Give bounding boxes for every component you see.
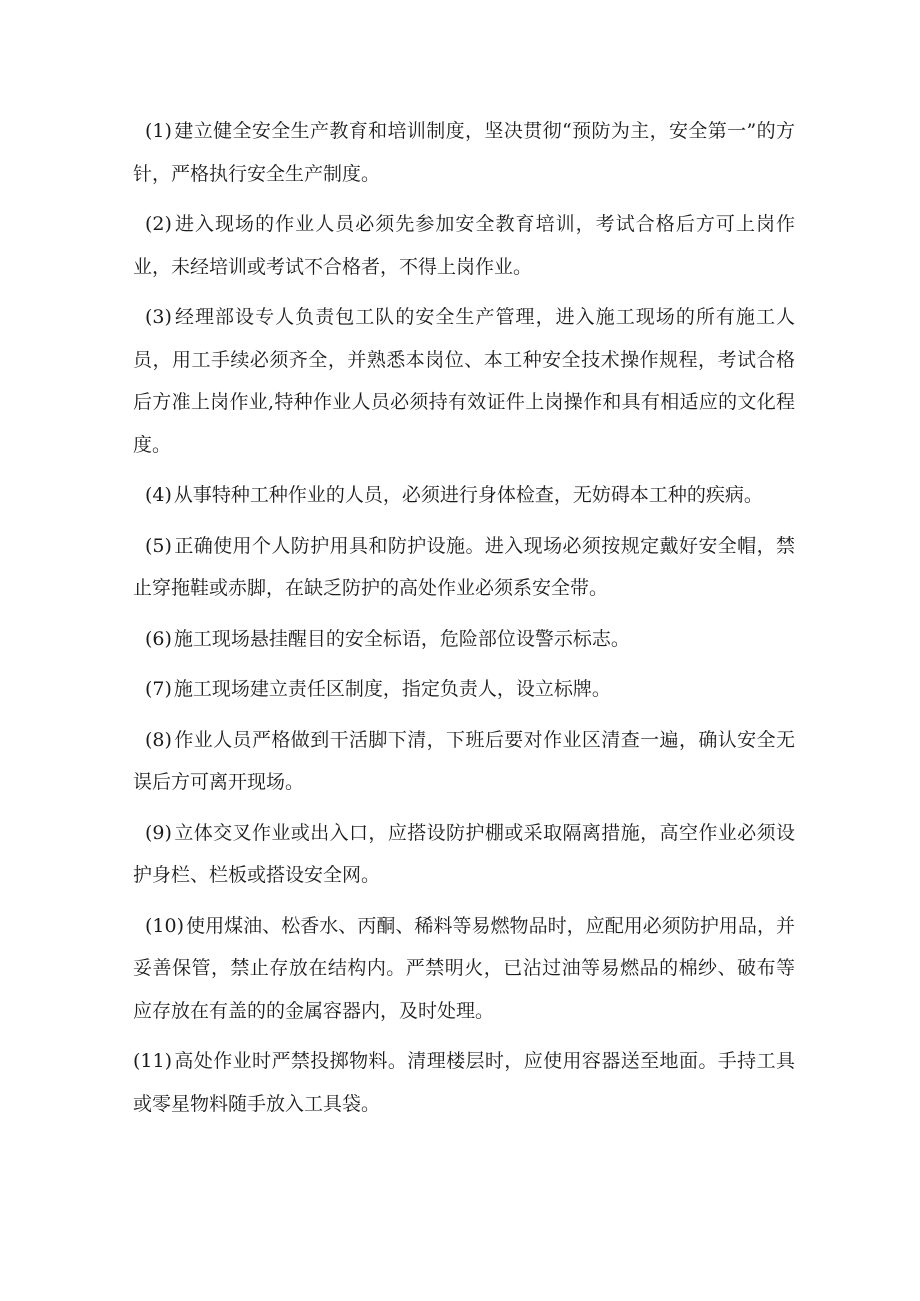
rule-text: 经理部设专人负责包工队的安全生产管理，进入施工现场的所有施工人员，用工手续必须齐全，并熟悉本岗位、本工种安全技术操作规程，考试合格后方准上岗作业,特种作业人员必须持有效证件上岗操作和具有相适应的文化程度。 [133,306,795,456]
rule-text: 高处作业时严禁投掷物料。清理楼层时，应使用容器送至地面。手持工具或零星物料随手放入工具袋。 [133,1050,795,1115]
rule-text: 从事特种工种作业的人员，必须进行身体检查，无妨碍本工种的疾病。 [173,484,763,506]
rule-item-10 [133,905,795,1033]
rule-number: (4) [145,484,172,506]
rule-number: (8) [145,728,172,751]
rule-number: (9) [145,821,172,844]
rule-text: 正确使用个人防护用具和防护设施。进入现场必须按规定戴好安全帽，禁止穿拖鞋或赤脚，在缺乏防护的高处作业必须系安全带。 [133,534,795,599]
rule-number: (3) [145,306,172,328]
rule-text: 进入现场的作业人员必须先参加安全教育培训，考试合格后方可上岗作业，未经培训或考试不合格者，不得上岗作业。 [133,213,795,278]
rule-item-8 [133,719,795,804]
rule-text: 使用煤油、松香水、丙酮、稀料等易燃物品时，应配用必须防护用品，并妥善保管，禁止存放在结构内。严禁明火，已沾过油等易燃品的棉纱、破布等应存放在有盖的的金属容器内，及时处理。 [133,914,795,1022]
rule-text: 建立健全安全生产教育和培训制度，坚决贯彻“预防为主，安全第一”的方针，严格执行安全生产制度。 [133,120,795,185]
rule-item-1 [133,110,795,195]
rule-item-6 [133,618,795,661]
rule-item-2 [133,203,795,288]
rule-number: (11) [133,1050,173,1072]
rule-number: (2) [145,213,172,235]
rule-item-5 [133,525,795,610]
rule-text: 施工现场建立责任区制度，指定负责人，设立标牌。 [173,678,611,700]
rule-text: 立体交叉作业或出入口，应搭设防护棚或采取隔离措施，高空作业必须设护身栏、栏板或搭设安全网。 [133,821,795,886]
rule-text: 作业人员严格做到干活脚下清，下班后要对作业区清查一遍，确认安全无误后方可离开现场。 [133,728,795,793]
rule-item-11 [133,1040,795,1125]
rule-item-4 [133,474,795,517]
rule-number: (5) [145,534,172,557]
rule-item-7 [133,668,795,711]
rule-number: (6) [145,627,172,650]
rule-item-9 [133,812,795,897]
rule-number: (7) [145,678,172,700]
rule-item-3 [133,296,795,466]
safety-rules-list [133,110,795,1133]
rule-number: (10) [145,914,185,937]
rule-number: (1) [145,120,172,142]
rule-text: 施工现场悬挂醒目的安全标语，危险部位设警示标志。 [173,627,630,650]
